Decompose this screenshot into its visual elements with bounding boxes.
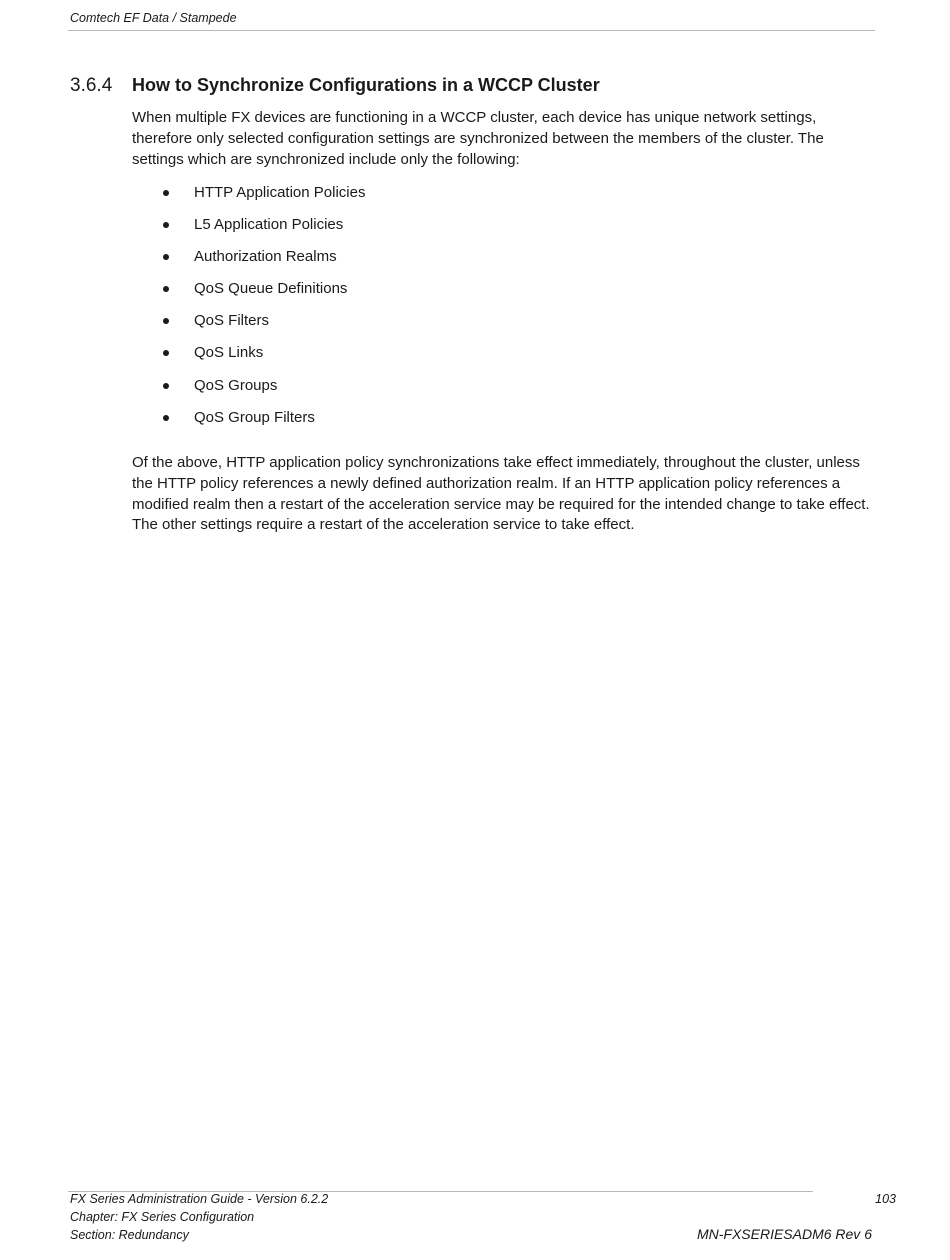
- list-item-label: QoS Links: [194, 344, 264, 362]
- list-item-label: QoS Filters: [194, 312, 270, 330]
- list-item-label: QoS Group Filters: [194, 408, 315, 426]
- document-code: MN-FXSERIESADM6 Rev 6: [696, 1226, 872, 1242]
- section-number: 3.6.4: [70, 75, 113, 96]
- list-item: [160, 213, 365, 245]
- header-divider: [68, 30, 875, 31]
- intro-paragraph: When multiple FX devices are functioning in a WCCP cluster, each device has unique network settings, therefore only selected configuration settings are synchronized between the members of the cluster. The settings which are synchronized include only the following:: [132, 109, 824, 168]
- bullet-icon: [163, 286, 169, 292]
- list-item-label: L5 Application Policies: [194, 216, 344, 234]
- bullet-icon: [163, 254, 169, 260]
- list-item: [160, 277, 365, 309]
- bullet-icon: [163, 318, 169, 324]
- page-number: 103: [875, 1192, 896, 1206]
- list-item-label: QoS Groups: [194, 376, 278, 394]
- section-title: How to Synchronize Configurations in a WCCP Cluster: [132, 75, 600, 95]
- list-item: [160, 406, 365, 438]
- footer-guide-title: FX Series Administration Guide - Version 6.2.2: [70, 1192, 329, 1206]
- bullet-icon: [163, 383, 169, 389]
- list-item-label: Authorization Realms: [194, 248, 337, 266]
- bullet-icon: [163, 222, 169, 228]
- list-item: [160, 341, 365, 373]
- running-header: Comtech EF Data / Stampede: [70, 11, 237, 25]
- footer-section: Section: Redundancy: [70, 1228, 189, 1242]
- list-item: [160, 245, 365, 277]
- synchronized-settings-list: [160, 181, 365, 438]
- list-item: [160, 374, 365, 406]
- footer-chapter: Chapter: FX Series Configuration: [70, 1210, 255, 1224]
- list-item-label: QoS Queue Definitions: [194, 280, 348, 298]
- bullet-icon: [163, 350, 169, 356]
- list-item: [160, 309, 365, 341]
- outro-paragraph: Of the above, HTTP application policy synchronizations take effect immediately, throughout the cluster, unless the HTTP policy references a newly defined authorization realm. If an HTTP application policy references a modified realm then a restart of the acceleration service may be required for the intended change to take effect. The other settings require a restart of the acceleration service to take effect.: [132, 454, 870, 534]
- list-item-label: HTTP Application Policies: [194, 184, 366, 201]
- list-item: [160, 181, 365, 213]
- bullet-icon: [163, 415, 169, 421]
- bullet-icon: [163, 190, 169, 196]
